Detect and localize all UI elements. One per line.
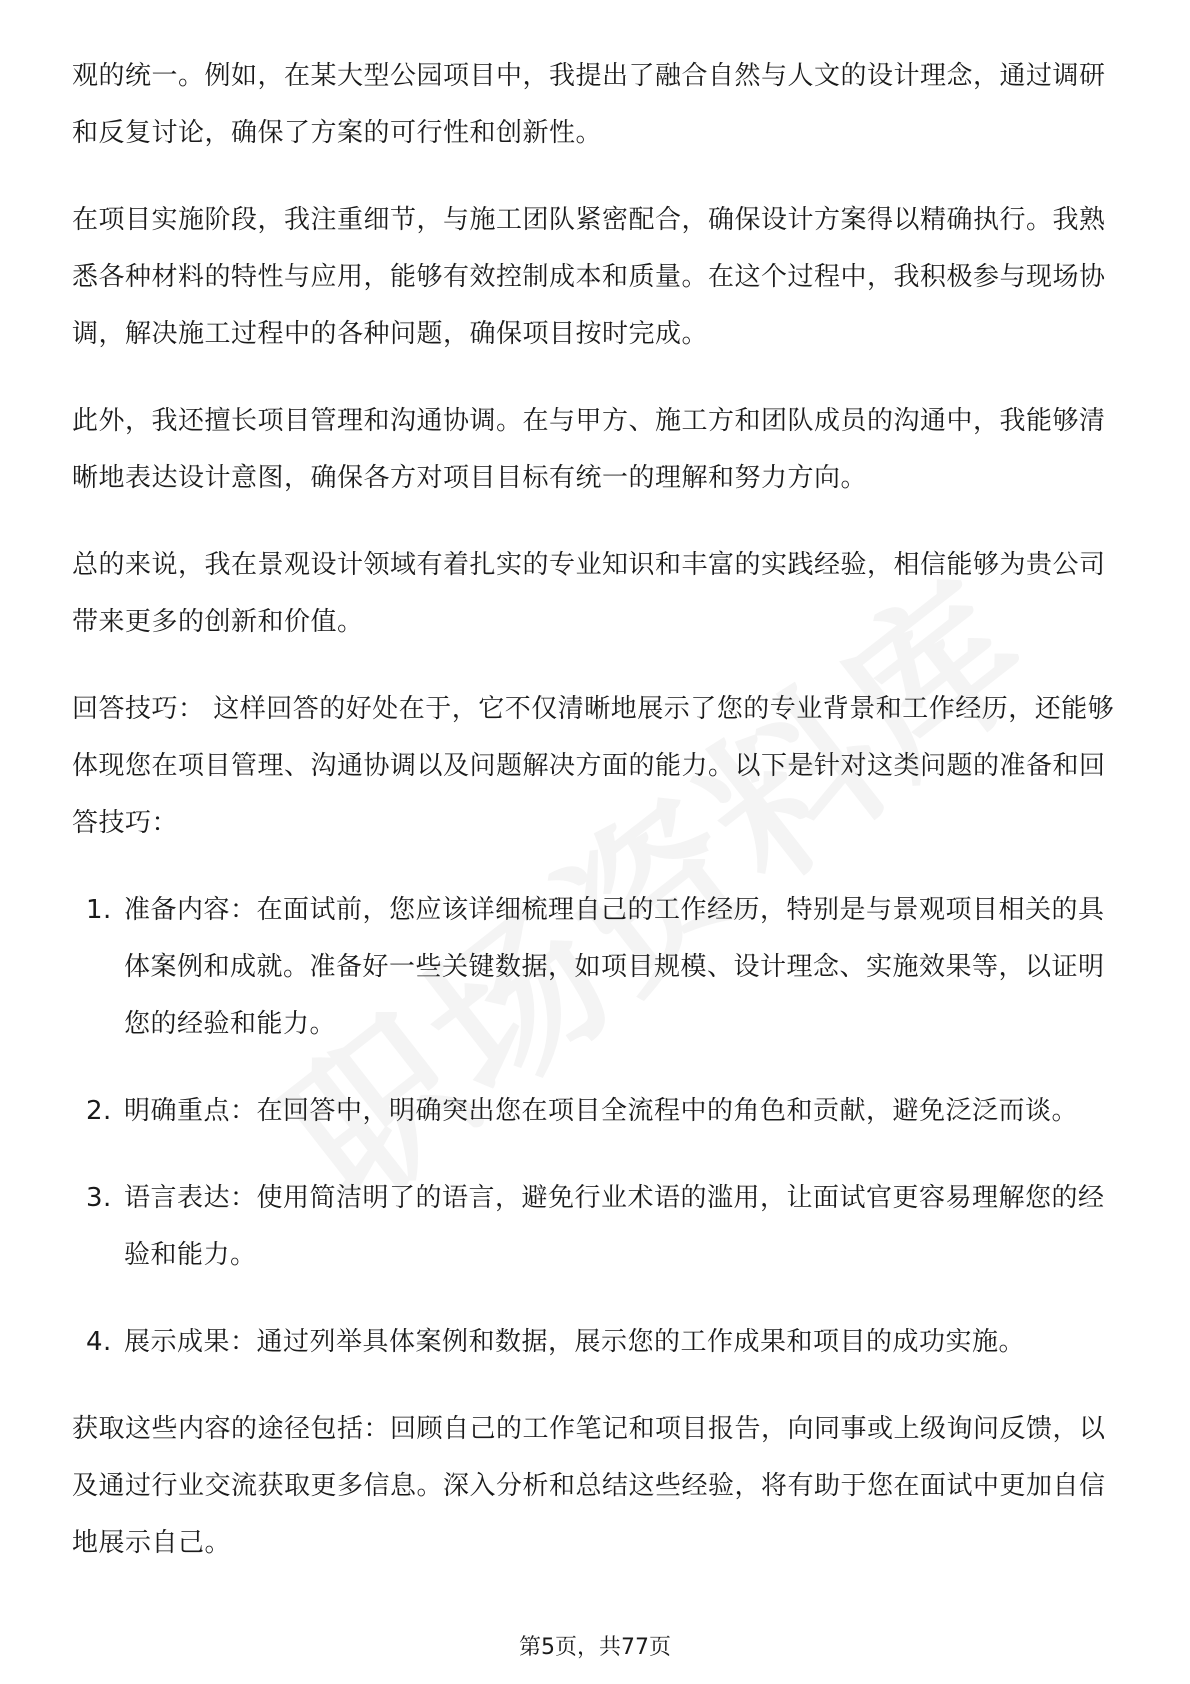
list-item bbox=[72, 1314, 1118, 1371]
paragraph-2: 在项目实施阶段，我注重细节，与施工团队紧密配合，确保设计方案得以精确执行。我熟悉各种材料的特性与应用，能够有效控制成本和质量。在这个过程中，我积极参与现场协调，解决施工过程中的各种问题，确保项目按时完成。 bbox=[72, 205, 1106, 349]
document-body bbox=[72, 48, 1118, 1602]
list-item-text: 准备内容：在面试前，您应该详细梳理自己的工作经历，特别是与景观项目相关的具体案例和成就。准备好一些关键数据，如项目规模、设计理念、实施效果等，以证明您的经验和能力。 bbox=[124, 895, 1105, 1039]
answer-tips-intro: 回答技巧： 这样回答的好处在于，它不仅清晰地展示了您的专业背景和工作经历，还能够体现您在项目管理、沟通协调以及问题解决方面的能力。以下是针对这类问题的准备和回答技巧： bbox=[72, 694, 1115, 838]
page-number: 第5页，共77页 bbox=[519, 1635, 671, 1660]
paragraph-closing: 获取这些内容的途径包括：回顾自己的工作笔记和项目报告，向同事或上级询问反馈，以及通过行业交流获取更多信息。深入分析和总结这些经验，将有助于您在面试中更加自信地展示自己。 bbox=[72, 1414, 1106, 1558]
paragraph-3: 此外，我还擅长项目管理和沟通协调。在与甲方、施工方和团队成员的沟通中，我能够清晰地表达设计意图，确保各方对项目目标有统一的理解和努力方向。 bbox=[72, 406, 1106, 493]
paragraph-4: 总的来说，我在景观设计领域有着扎实的专业知识和丰富的实践经验，相信能够为贵公司带来更多的创新和价值。 bbox=[72, 550, 1106, 637]
list-item-text: 语言表达：使用简洁明了的语言，避免行业术语的滥用，让面试官更容易理解您的经验和能力。 bbox=[124, 1183, 1105, 1270]
list-item-text: 展示成果：通过列举具体案例和数据，展示您的工作成果和项目的成功实施。 bbox=[124, 1327, 1026, 1357]
list-item bbox=[72, 882, 1118, 1053]
list-number: 2. bbox=[86, 1096, 112, 1126]
list-item bbox=[72, 1083, 1118, 1140]
list-number: 4. bbox=[86, 1327, 112, 1357]
list-number: 1. bbox=[86, 895, 112, 925]
list-item-text: 明确重点：在回答中，明确突出您在项目全流程中的角色和贡献，避免泛泛而谈。 bbox=[124, 1096, 1079, 1126]
list-item bbox=[72, 1170, 1118, 1284]
list-number: 3. bbox=[86, 1183, 112, 1213]
tips-list bbox=[72, 882, 1118, 1371]
paragraph-1: 观的统一。例如，在某大型公园项目中，我提出了融合自然与人文的设计理念，通过调研和反复讨论，确保了方案的可行性和创新性。 bbox=[72, 61, 1106, 148]
